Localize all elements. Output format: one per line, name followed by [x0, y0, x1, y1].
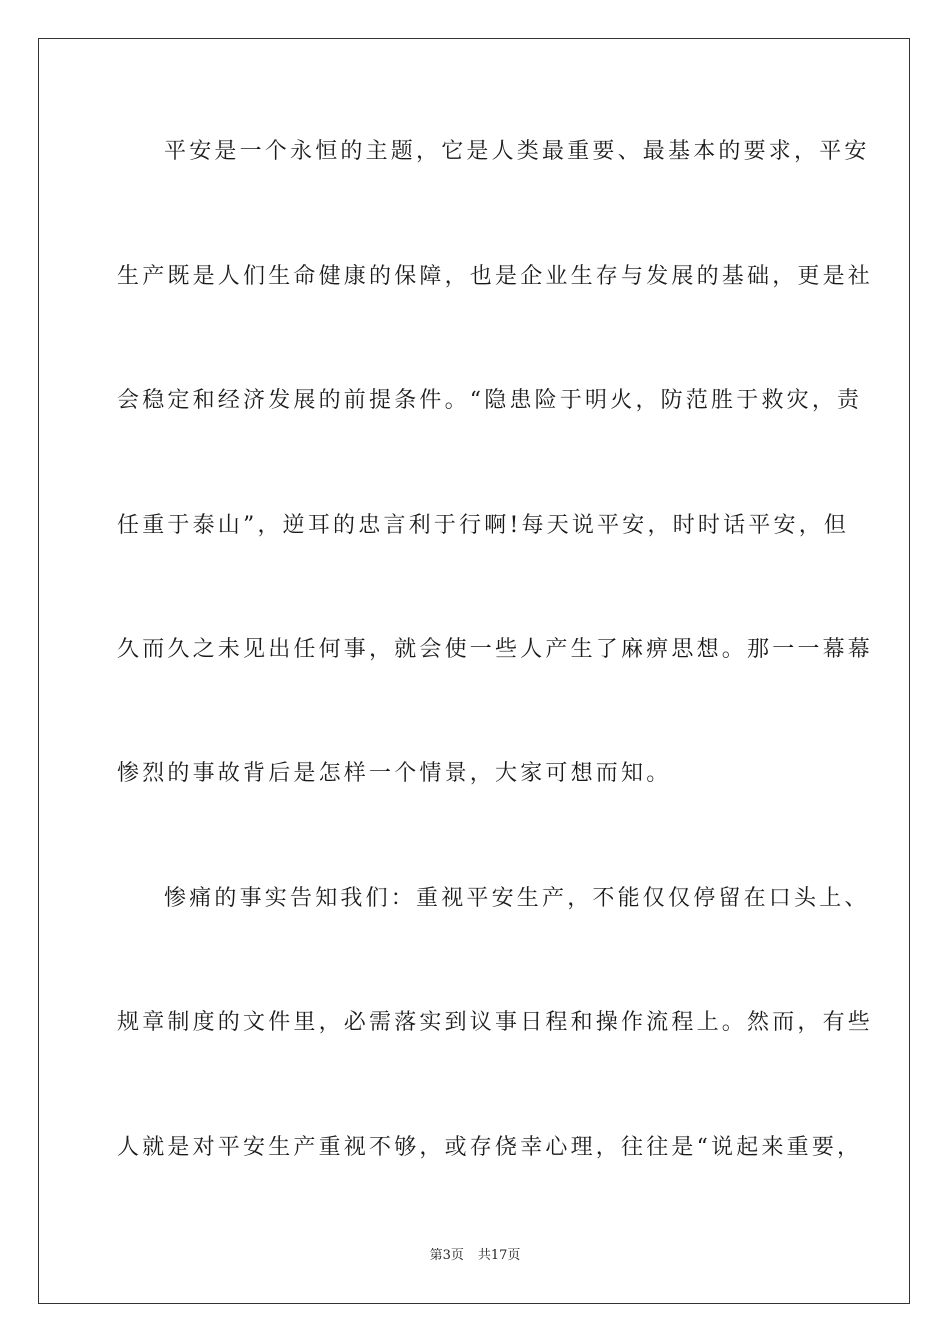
paragraph-2-line-2: 规章制度的文件里，必需落实到议事日程和操作流程上。然而，有些: [117, 1010, 874, 1035]
paragraph-1-line-2: 生产既是人们生命健康的保障，也是企业生存与发展的基础，更是社: [117, 264, 874, 289]
paragraph-2-line-3: 人就是对平安生产重视不够，或存侥幸心理，往往是“说起来重要，: [117, 1135, 863, 1160]
paragraph-1-line-4: 任重于泰山”，逆耳的忠言利于行啊!每天说平安，时时话平安，但: [117, 513, 850, 538]
paragraph-1-line-6: 惨烈的事故背后是怎样一个情景，大家可想而知。: [117, 761, 672, 786]
page-border: [38, 38, 910, 1304]
total-pages: 共17页: [477, 1248, 521, 1263]
page-footer: [0, 1247, 950, 1265]
paragraph-1-line-1: 平安是一个永恒的主题，它是人类最重要、最基本的要求，平安: [164, 139, 870, 164]
paragraph-1-line-3: 会稳定和经济发展的前提条件。“隐患险于明火，防范胜于救灾，责: [117, 388, 863, 413]
page-number: 第3页: [429, 1248, 464, 1263]
paragraph-1-line-5: 久而久之未见出任何事，就会使一些人产生了麻痹思想。那一一幕幕: [117, 637, 874, 662]
paragraph-2-line-1: 惨痛的事实告知我们：重视平安生产，不能仅仅停留在口头上、: [164, 886, 870, 911]
